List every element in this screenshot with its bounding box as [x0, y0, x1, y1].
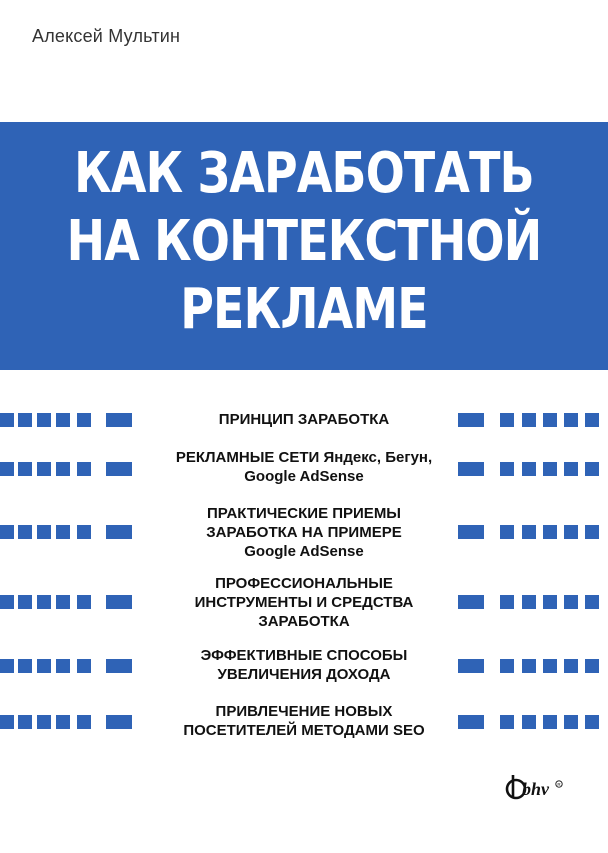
decor-square	[37, 413, 51, 427]
decor-square	[585, 595, 599, 609]
topic-4-line-1: ПРОФЕССИОНАЛЬНЫЕ	[215, 575, 393, 592]
decor-square	[564, 525, 578, 539]
decor-square	[585, 462, 599, 476]
topic-3-line-1: ПРАКТИЧЕСКИЕ ПРИЕМЫ	[206, 505, 401, 522]
decor-square	[458, 659, 484, 673]
decor-square	[56, 413, 70, 427]
decor-square	[77, 525, 91, 539]
decor-square	[0, 595, 14, 609]
decor-square	[543, 595, 557, 609]
decor-square	[0, 462, 14, 476]
decor-square	[500, 659, 514, 673]
topic-2-line-2: Google AdSense	[244, 468, 364, 485]
decor-square	[106, 462, 132, 476]
decor-square	[37, 659, 51, 673]
topic-1-line-1: ПРИНЦИП ЗАРАБОТКА	[218, 411, 390, 428]
decor-square	[18, 595, 32, 609]
decor-square	[106, 659, 132, 673]
topic-3	[150, 504, 458, 561]
decor-square	[0, 715, 14, 729]
decor-square	[77, 715, 91, 729]
decor-square	[522, 595, 536, 609]
decor-square	[56, 525, 70, 539]
topic-4	[150, 574, 458, 631]
decor-square	[56, 462, 70, 476]
decor-square	[37, 525, 51, 539]
decor-square	[458, 525, 484, 539]
decor-square	[585, 525, 599, 539]
decor-square	[522, 659, 536, 673]
decor-square	[0, 413, 14, 427]
decor-square	[543, 525, 557, 539]
decor-square	[56, 659, 70, 673]
decor-square	[500, 595, 514, 609]
decor-square	[458, 595, 484, 609]
decor-square	[77, 462, 91, 476]
topic-5	[150, 646, 458, 684]
topic-4-line-2: ИНСТРУМЕНТЫ И СРЕДСТВА	[194, 594, 414, 611]
decor-square	[106, 595, 132, 609]
decor-square	[106, 525, 132, 539]
decor-square	[56, 595, 70, 609]
decor-square	[106, 715, 132, 729]
topic-6-line-1: ПРИВЛЕЧЕНИЕ НОВЫХ	[215, 703, 393, 720]
decor-square	[500, 462, 514, 476]
decor-square	[18, 715, 32, 729]
decor-square	[0, 525, 14, 539]
svg-text:bhv: bhv	[522, 779, 549, 799]
topic-4-line-3: ЗАРАБОТКА	[258, 613, 350, 630]
decor-square	[500, 525, 514, 539]
topic-5-line-2: УВЕЛИЧЕНИЯ ДОХОДА	[217, 666, 391, 683]
decor-square	[500, 715, 514, 729]
decor-square	[106, 413, 132, 427]
decor-square	[564, 595, 578, 609]
decor-square	[18, 462, 32, 476]
decor-square	[500, 413, 514, 427]
decor-square	[458, 462, 484, 476]
book-title	[55, 140, 554, 344]
topic-2	[150, 448, 458, 486]
decor-square	[522, 715, 536, 729]
decor-square	[543, 715, 557, 729]
decor-square	[585, 413, 599, 427]
topic-3-line-2: ЗАРАБОТКА НА ПРИМЕРЕ	[206, 524, 402, 541]
decor-square	[56, 715, 70, 729]
decor-square	[77, 595, 91, 609]
decor-square	[543, 659, 557, 673]
topic-5-line-1: ЭФФЕКТИВНЫЕ СПОСОБЫ	[200, 647, 408, 664]
author-name: Алексей Мультин	[32, 26, 181, 46]
topic-2-line-1: РЕКЛАМНЫЕ СЕТИ Яндекс, Бегун,	[175, 449, 433, 466]
decor-square	[564, 413, 578, 427]
decor-square	[585, 659, 599, 673]
decor-square	[77, 413, 91, 427]
svg-text:R: R	[557, 781, 561, 787]
title-line-2: НА КОНТЕКСТНОЙ	[66, 209, 542, 274]
decor-square	[543, 413, 557, 427]
decor-square	[522, 413, 536, 427]
topic-1	[150, 410, 458, 429]
decor-square	[458, 413, 484, 427]
decor-square	[564, 715, 578, 729]
decor-square	[0, 659, 14, 673]
decor-square	[522, 462, 536, 476]
bhv-logo-icon	[505, 773, 565, 803]
title-line-1: КАК ЗАРАБОТАТЬ	[74, 141, 534, 206]
decor-square	[564, 659, 578, 673]
decor-square	[543, 462, 557, 476]
decor-square	[37, 715, 51, 729]
decor-square	[18, 525, 32, 539]
decor-square	[585, 715, 599, 729]
title-line-3: РЕКЛАМЕ	[180, 277, 428, 342]
topic-3-line-3: Google AdSense	[244, 543, 364, 560]
topic-6	[150, 702, 458, 740]
decor-square	[37, 462, 51, 476]
decor-square	[18, 659, 32, 673]
decor-square	[564, 462, 578, 476]
topic-6-line-2: ПОСЕТИТЕЛЕЙ МЕТОДАМИ SEO	[183, 722, 425, 739]
decor-square	[522, 525, 536, 539]
decor-square	[37, 595, 51, 609]
decor-square	[458, 715, 484, 729]
decor-square	[18, 413, 32, 427]
decor-square	[77, 659, 91, 673]
